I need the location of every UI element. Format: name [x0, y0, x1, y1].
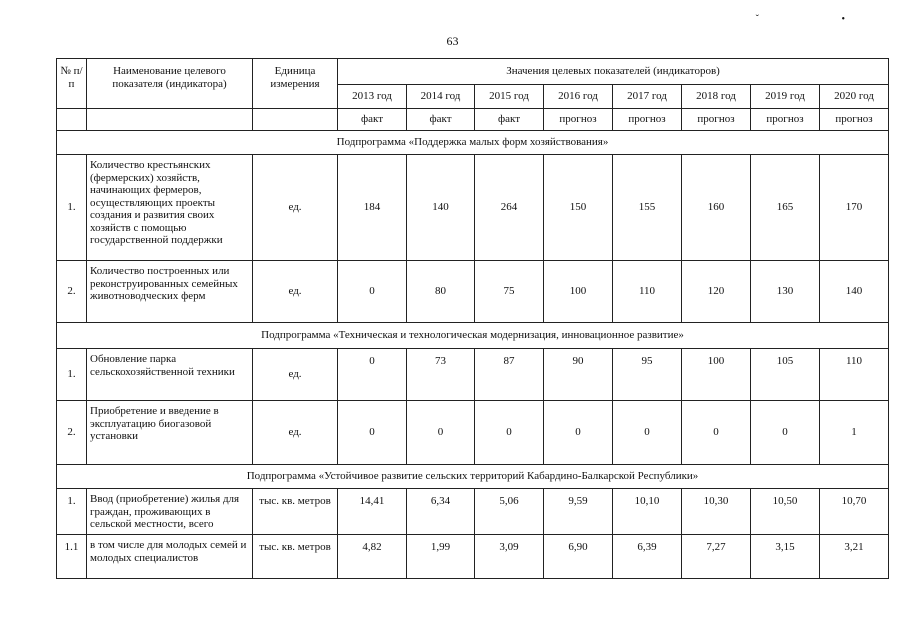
page-number: 63 — [446, 34, 459, 48]
indicator-value: 7,27 — [682, 535, 751, 579]
indicator-name: в том числе для молодых семей и молодых специалистов — [87, 535, 253, 579]
indicator-value: 87 — [475, 349, 544, 401]
indicator-value: 1 — [820, 401, 889, 465]
indicator-value: 0 — [338, 349, 407, 401]
table-row — [57, 155, 889, 261]
header-type: прогноз — [613, 109, 682, 131]
indicator-value: 6,34 — [407, 489, 475, 535]
indicator-value: 160 — [682, 155, 751, 261]
header-year: 2017 год — [613, 85, 682, 109]
indicator-value: 120 — [682, 261, 751, 323]
indicator-value: 0 — [475, 401, 544, 465]
header-year: 2020 год — [820, 85, 889, 109]
table-body — [57, 131, 889, 579]
header-type: прогноз — [544, 109, 613, 131]
indicator-value: 3,09 — [475, 535, 544, 579]
indicator-value: 155 — [613, 155, 682, 261]
header-year: 2018 год — [682, 85, 751, 109]
subprogram-row — [57, 465, 889, 489]
corner-marks: ˇ • — [755, 14, 885, 25]
indicator-value: 95 — [613, 349, 682, 401]
indicator-value: 10,10 — [613, 489, 682, 535]
indicator-value: 10,30 — [682, 489, 751, 535]
indicator-value: 73 — [407, 349, 475, 401]
header-type: прогноз — [751, 109, 820, 131]
indicator-value: 80 — [407, 261, 475, 323]
indicator-value: 0 — [407, 401, 475, 465]
subprogram-title: Подпрограмма «Поддержка малых форм хозяйствования» — [57, 131, 889, 155]
row-number: 2. — [57, 261, 87, 323]
indicator-value: 75 — [475, 261, 544, 323]
indicators-table — [56, 58, 889, 579]
indicator-value: 0 — [751, 401, 820, 465]
unit: тыс. кв. метров — [253, 489, 338, 535]
indicator-name: Ввод (приобретение) жилья для граждан, проживающих в сельской местности, всего — [87, 489, 253, 535]
header-types-row — [57, 109, 889, 131]
indicator-name: Обновление парка сельскохозяйственной техники — [87, 349, 253, 401]
indicator-value: 14,41 — [338, 489, 407, 535]
header-type: прогноз — [682, 109, 751, 131]
header-type: факт — [338, 109, 407, 131]
indicator-value: 105 — [751, 349, 820, 401]
indicator-name: Количество построенных или реконструированных семейных животноводческих ферм — [87, 261, 253, 323]
row-number: 1. — [57, 489, 87, 535]
subprogram-title: Подпрограмма «Техническая и технологическая модернизация, инновационное развитие» — [57, 323, 889, 349]
unit: тыс. кв. метров — [253, 535, 338, 579]
indicator-value: 130 — [751, 261, 820, 323]
subprogram-row — [57, 131, 889, 155]
row-number: 1. — [57, 349, 87, 401]
header-type: факт — [475, 109, 544, 131]
indicator-value: 0 — [682, 401, 751, 465]
indicator-value: 140 — [820, 261, 889, 323]
unit: ед. — [253, 349, 338, 401]
header-year: 2016 год — [544, 85, 613, 109]
indicator-value: 110 — [613, 261, 682, 323]
row-number: 1. — [57, 155, 87, 261]
unit: ед. — [253, 261, 338, 323]
indicator-value: 0 — [338, 261, 407, 323]
indicator-value: 6,39 — [613, 535, 682, 579]
header-type: факт — [407, 109, 475, 131]
table-header — [57, 59, 889, 131]
table-row — [57, 401, 889, 465]
indicator-value: 0 — [613, 401, 682, 465]
indicator-value: 0 — [544, 401, 613, 465]
indicator-value: 100 — [682, 349, 751, 401]
indicator-value: 3,21 — [820, 535, 889, 579]
header-name: Наименование целевого показателя (индикатора) — [87, 59, 253, 109]
header-year: 2015 год — [475, 85, 544, 109]
indicator-value: 4,82 — [338, 535, 407, 579]
table-row — [57, 489, 889, 535]
indicator-value: 110 — [820, 349, 889, 401]
row-number: 2. — [57, 401, 87, 465]
indicator-value: 10,50 — [751, 489, 820, 535]
indicator-value: 1,99 — [407, 535, 475, 579]
indicator-name: Приобретение и введение в эксплуатацию биогазовой установки — [87, 401, 253, 465]
header-year: 2014 год — [407, 85, 475, 109]
subprogram-row — [57, 323, 889, 349]
table-row — [57, 349, 889, 401]
indicator-value: 10,70 — [820, 489, 889, 535]
indicator-value: 184 — [338, 155, 407, 261]
indicator-value: 264 — [475, 155, 544, 261]
header-unit: Единица измерения — [253, 59, 338, 109]
table-row — [57, 535, 889, 579]
unit: ед. — [253, 155, 338, 261]
indicator-name: Количество крестьянских (фермерских) хозяйств, начинающих фермеров, осуществляющих проекты создания и развития своих хозяйств с помощью государственной поддержки — [87, 155, 253, 261]
header-num: № п/п — [57, 59, 87, 109]
indicator-value: 3,15 — [751, 535, 820, 579]
indicator-value: 140 — [407, 155, 475, 261]
indicator-value: 165 — [751, 155, 820, 261]
indicator-value: 5,06 — [475, 489, 544, 535]
indicator-value: 0 — [338, 401, 407, 465]
unit: ед. — [253, 401, 338, 465]
indicator-value: 6,90 — [544, 535, 613, 579]
indicator-value: 90 — [544, 349, 613, 401]
row-number: 1.1 — [57, 535, 87, 579]
header-values: Значения целевых показателей (индикаторов) — [338, 59, 889, 85]
indicator-value: 170 — [820, 155, 889, 261]
table-row — [57, 261, 889, 323]
header-year: 2013 год — [338, 85, 407, 109]
header-year: 2019 год — [751, 85, 820, 109]
indicator-value: 100 — [544, 261, 613, 323]
indicator-value: 150 — [544, 155, 613, 261]
subprogram-title: Подпрограмма «Устойчивое развитие сельских территорий Кабардино-Балкарской Республики» — [57, 465, 889, 489]
header-type: прогноз — [820, 109, 889, 131]
indicator-value: 9,59 — [544, 489, 613, 535]
